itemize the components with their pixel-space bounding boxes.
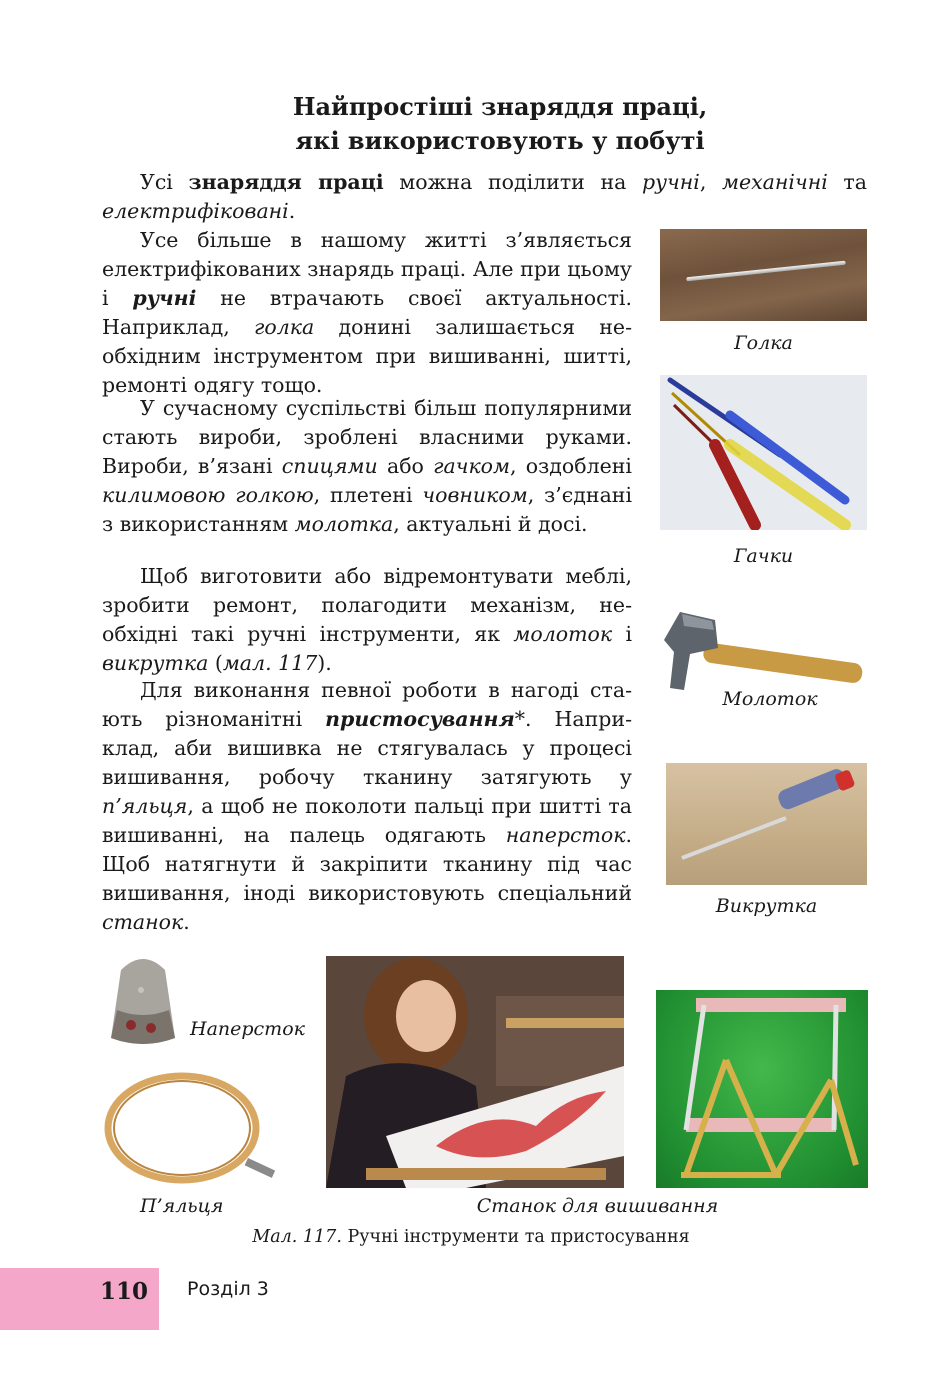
embroidery-frame-photo [326,956,624,1188]
heading-line-2: які використовують у побуті [295,126,705,155]
section-label: Розділ 3 [187,1278,269,1300]
thimble-icon [103,950,183,1050]
thimble-photo [103,950,183,1050]
paragraph-1: Усі знаряддя праці можна поділити на ручні, механічні та електрифіковані. [102,170,867,223]
needle-icon [686,261,846,282]
embroidery-hoop-icon [100,1070,285,1195]
paragraph-3: У сучасному суспільстві більш популярними стають вироби, зроблені власними руками. Вироби, в’язані спицями або гачком, оздоблені килимовою голкою, плетені човником, з’єднані з використанням молотка, актуальні й досі. [102,396,633,536]
screwdriver-icon [666,763,867,885]
caption-hooks: Гачки [733,545,794,567]
screwdriver-photo [666,763,867,885]
crochet-hooks-icon [660,375,867,530]
caption-frame: Станок для вишивання [476,1195,719,1217]
hammer-photo [660,600,867,692]
caption-hoop: П’яльця [140,1195,224,1217]
caption-needle: Голка [734,332,793,354]
embroidery-hoop-photo [100,1070,285,1195]
paragraph-2: Усе більше в нашому житті з’являється електрифікованих знарядь праці. Але при цьому і ручні не втрачають своєї актуальності. Наприклад, голка донині залишається необхідним інструментом при вишиванні, шитті, ремонті одягу тощо. [102,228,632,397]
hammer-icon [660,600,867,692]
embroidery-stand-photo [656,990,868,1188]
caption-screwdriver: Викрутка [715,895,818,917]
embroidery-stand-icon [656,990,868,1188]
caption-thimble: Наперсток [190,1018,305,1040]
caption-hammer: Молоток [722,688,818,710]
paragraph-5: Для виконання певної роботи в нагоді стають різноманітні пристосування*. Наприклад, аби вишивка не стягувалась у процесі вишивання, робочу тканину затягують у п’яльця, а щоб не поколоти пальці при шитті та вишиванні, на палець одягають наперсток. Щоб натягнути й закріпити тканину під час вишивання, іноді використовують спеціальний станок. [102,678,632,934]
page-number: 110 [100,1278,149,1305]
section-heading [150,90,850,158]
paragraph-4: Щоб виготовити або відремонтувати меблі, зробити ремонт, полагодити механізм, необхідні такі ручні інструменти, як молоток і викрутка (мал. 117). [102,564,632,675]
heading-line-1: Найпростіші знаряддя праці, [292,92,708,121]
needle-photo [660,229,867,321]
crochet-hooks-photo [660,375,867,530]
figure-caption: Мал. 117. Ручні інструменти та пристосування [252,1227,690,1247]
embroidery-girl-icon [326,956,624,1188]
